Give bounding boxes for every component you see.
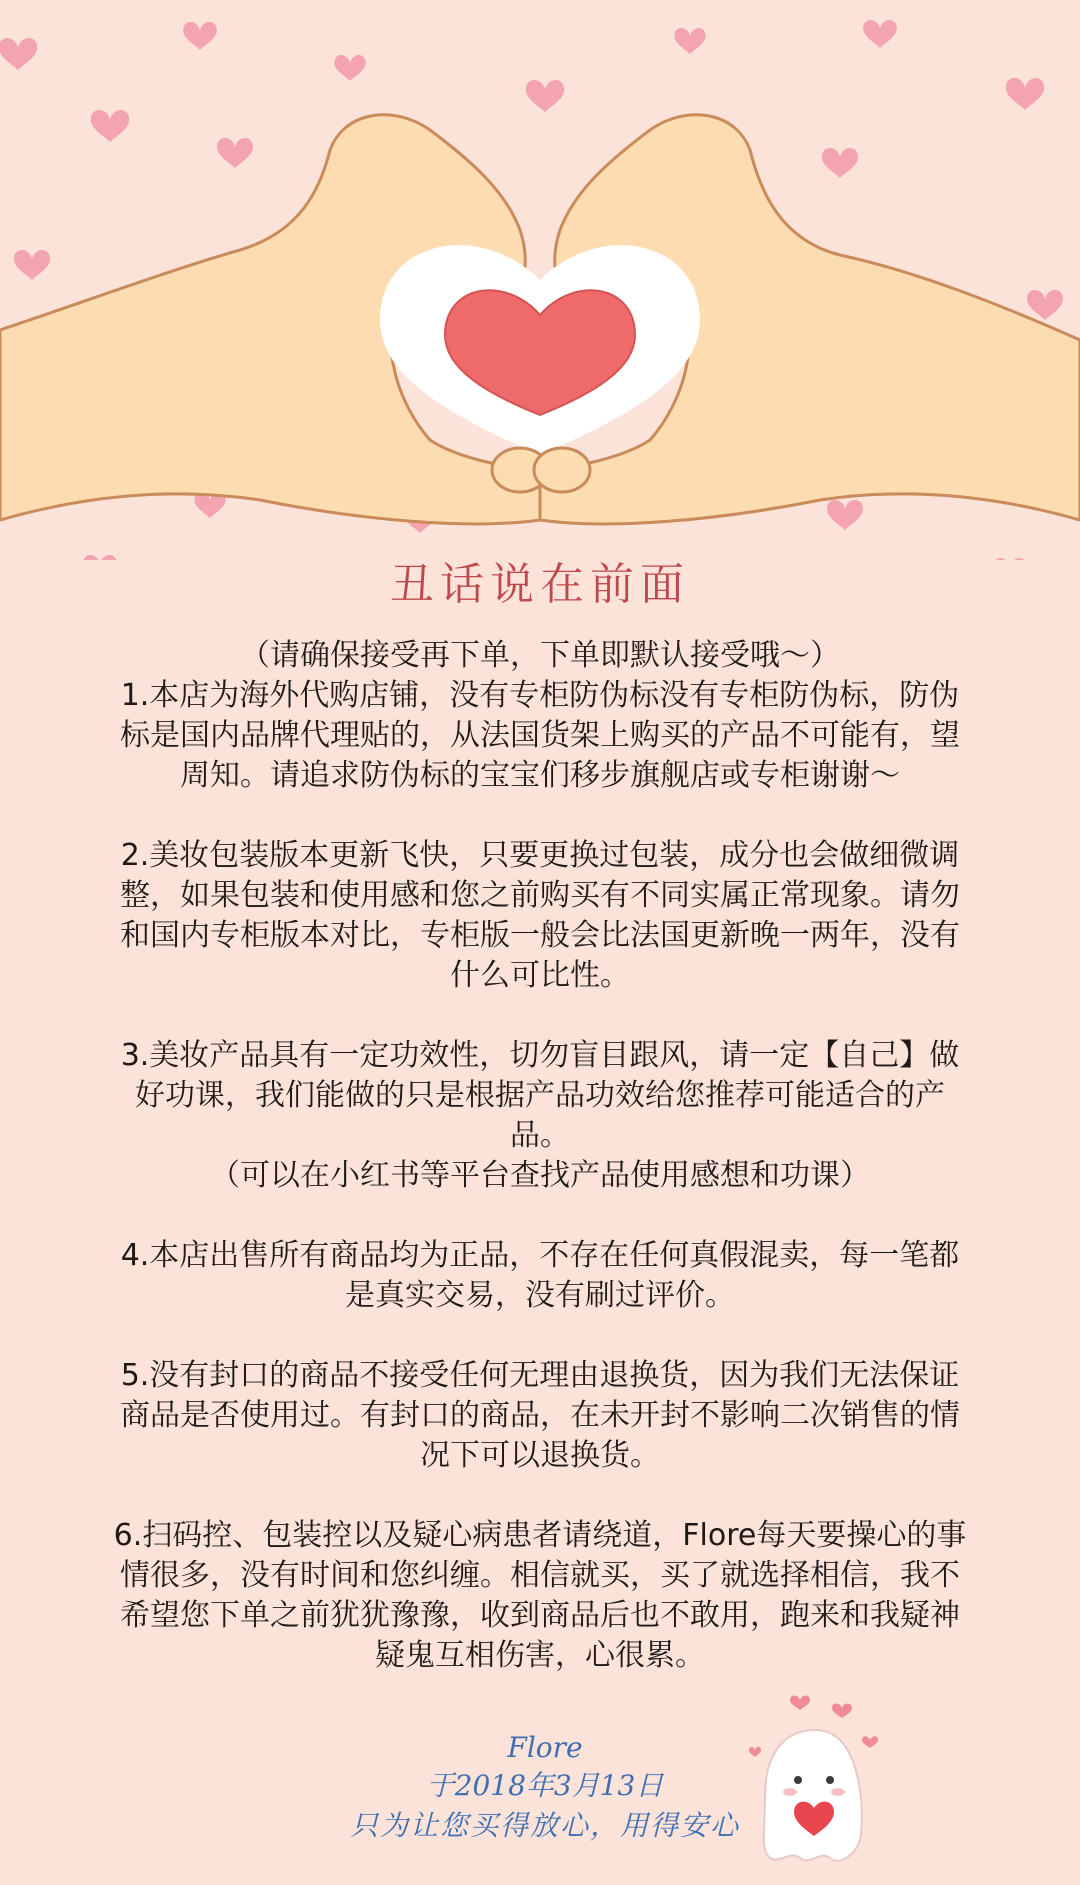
paragraph-line: 1.本店为海外代购店铺，没有专柜防伪标没有专柜防伪标，防伪 [120,678,960,713]
paragraph-line: 标是国内品牌代理贴的，从法国货架上购买的产品不可能有，望 [120,718,960,753]
paragraph-line: 是真实交易，没有刷过评价。 [345,1278,735,1313]
signature-name: Flore [507,1731,583,1764]
paragraph-line: 周知。请追求防伪标的宝宝们移步旗舰店或专柜谢谢～ [180,758,900,793]
paragraph-line: 6.扫码控、包装控以及疑心病患者请绕道，Flore每天要操心的事 [113,1518,967,1553]
paragraph-line: 况下可以退换货。 [420,1438,660,1473]
paragraph-line: 好功课，我们能做的只是根据产品功效给您推荐可能适合的产 [135,1078,945,1113]
order-note: （请确保接受再下单，下单即默认接受哦～） [240,638,840,673]
paragraph-line: 2.美妆包装版本更新飞快，只要更换过包装，成分也会做细微调 [120,838,960,873]
notice-paragraph-3 [60,1036,1020,1196]
paragraph-line: 情很多，没有时间和您纠缠。相信就买，买了就选择相信，我不 [120,1558,960,1593]
notice-paragraph-1 [60,676,1020,796]
notice-content [60,636,1020,1716]
paragraph-line: 希望您下单之前犹犹豫豫，收到商品后也不敢用，跑来和我疑神 [120,1598,960,1633]
signature-date: 于2018年3月13日 [426,1769,664,1802]
heart-hands-illustration [0,0,1080,560]
paragraph-line: 和国内专柜版本对比，专柜版一般会比法国更新晚一两年，没有 [120,918,960,953]
paragraph-line: 什么可比性。 [450,958,630,993]
paragraph-line: 品。 [510,1118,570,1153]
ghost-heart-icon [730,1690,900,1870]
paragraph-line: 5.没有封口的商品不接受任何无理由退换货，因为我们无法保证 [120,1358,960,1393]
paragraph-line: （可以在小红书等平台查找产品使用感想和功课） [210,1158,870,1193]
paragraph-line: 3.美妆产品具有一定功效性，切勿盲目跟风，请一定【自己】做 [120,1038,960,1073]
paragraph-line: 疑鬼互相伤害，心很累。 [375,1638,705,1673]
notice-paragraph-5 [60,1356,1020,1476]
paragraph-line: 整，如果包装和使用感和您之前购买有不同实属正常现象。请勿 [120,878,960,913]
signature-block [310,1730,780,1846]
signature-slogan: 只为让您买得放心，用得安心 [349,1809,740,1842]
notice-paragraph-6 [60,1516,1020,1676]
paragraph-line: 商品是否使用过。有封口的商品，在未开封不影响二次销售的情 [120,1398,960,1433]
notice-paragraph-4 [60,1236,1020,1316]
notice-paragraph-2 [60,836,1020,996]
paragraph-line: 4.本店出售所有商品均为正品，不存在任何真假混卖，每一笔都 [120,1238,960,1273]
page-title: 丑话说在前面 [390,559,690,610]
